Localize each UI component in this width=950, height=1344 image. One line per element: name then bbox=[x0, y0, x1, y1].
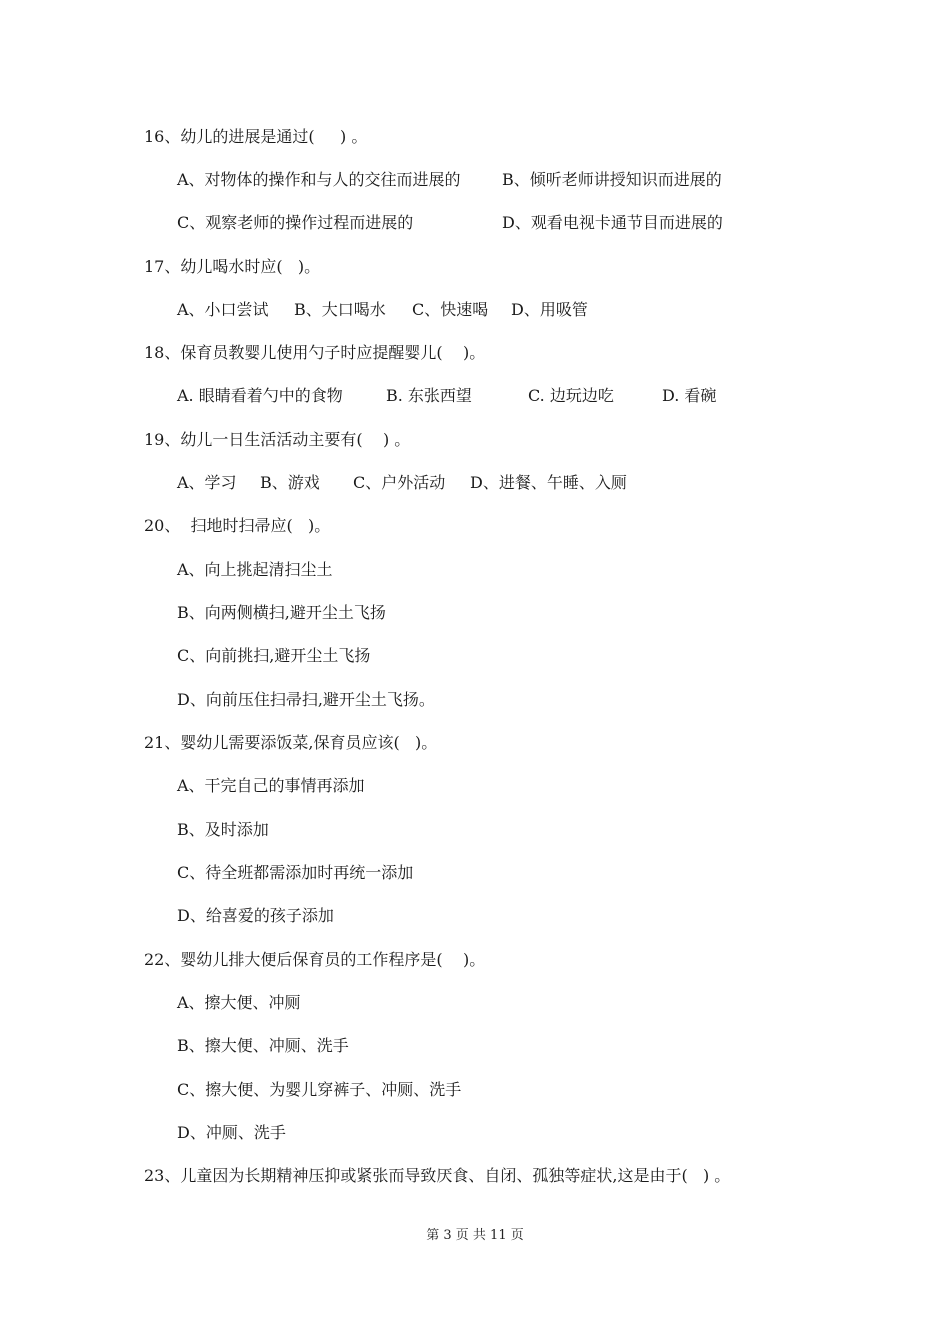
question-16-stem: 16、幼儿的进展是通过( ) 。 bbox=[144, 127, 368, 146]
question-21-option-b: B、及时添加 bbox=[177, 820, 269, 839]
question-23-stem: 23、儿童因为长期精神压抑或紧张而导致厌食、自闭、孤独等症状,这是由于( ) 。 bbox=[144, 1166, 731, 1185]
question-17-stem: 17、幼儿喝水时应( )。 bbox=[144, 257, 321, 276]
question-17-option-b: B、大口喝水 bbox=[294, 300, 386, 319]
question-21-option-c: C、待全班都需添加时再统一添加 bbox=[177, 863, 414, 882]
question-22-stem: 22、婴幼儿排大便后保育员的工作程序是( )。 bbox=[144, 950, 486, 969]
question-18-option-d: D. 看碗 bbox=[662, 386, 717, 405]
question-21-stem: 21、婴幼儿需要添饭菜,保育员应该( )。 bbox=[144, 733, 438, 752]
page-footer: 第 3 页 共 11 页 bbox=[426, 1228, 524, 1243]
question-21-option-a: A、干完自己的事情再添加 bbox=[177, 776, 365, 795]
question-19-option-b: B、游戏 bbox=[260, 473, 320, 492]
question-19-option-c: C、户外活动 bbox=[353, 473, 446, 492]
question-22-option-a: A、擦大便、冲厕 bbox=[177, 993, 301, 1012]
question-22-option-c: C、擦大便、为婴儿穿裤子、冲厕、洗手 bbox=[177, 1080, 462, 1099]
question-20-option-c: C、向前挑扫,避开尘土飞扬 bbox=[177, 646, 371, 665]
question-16-option-d: D、观看电视卡通节目而进展的 bbox=[502, 213, 723, 232]
question-22-option-d: D、冲厕、洗手 bbox=[177, 1123, 286, 1142]
question-21-option-d: D、给喜爱的孩子添加 bbox=[177, 906, 334, 925]
question-16-options-row-1 bbox=[177, 169, 877, 191]
question-18-option-c: C. 边玩边吃 bbox=[528, 386, 614, 405]
question-20-option-a: A、向上挑起清扫尘土 bbox=[177, 560, 333, 579]
question-22-option-b: B、擦大便、冲厕、洗手 bbox=[177, 1036, 349, 1055]
question-16-options-row-2 bbox=[177, 212, 877, 234]
question-20-option-d: D、向前压住扫帚扫,避开尘土飞扬。 bbox=[177, 690, 435, 709]
question-16-option-a: A、对物体的操作和与人的交往而进展的 bbox=[177, 170, 461, 189]
question-16-option-c: C、观察老师的操作过程而进展的 bbox=[177, 213, 414, 232]
question-18-option-a: A. 眼睛看着勺中的食物 bbox=[177, 386, 343, 405]
question-19-option-a: A、学习 bbox=[177, 473, 237, 492]
question-19-options-row bbox=[177, 472, 877, 494]
question-19-stem: 19、幼儿一日生活活动主要有( ) 。 bbox=[144, 430, 411, 449]
question-20-option-b: B、向两侧横扫,避开尘土飞扬 bbox=[177, 603, 386, 622]
question-18-stem: 18、保育员教婴儿使用勺子时应提醒婴儿( )。 bbox=[144, 343, 486, 362]
question-20-stem: 20、 扫地时扫帚应( )。 bbox=[144, 516, 331, 535]
question-17-option-d: D、用吸管 bbox=[511, 300, 588, 319]
question-17-options-row bbox=[177, 299, 877, 321]
question-18-options-row bbox=[177, 385, 877, 407]
question-18-option-b: B. 东张西望 bbox=[386, 386, 472, 405]
question-19-option-d: D、进餐、午睡、入厕 bbox=[470, 473, 627, 492]
question-16-option-b: B、倾听老师讲授知识而进展的 bbox=[502, 170, 722, 189]
question-17-option-c: C、快速喝 bbox=[412, 300, 489, 319]
question-17-option-a: A、小口尝试 bbox=[177, 300, 269, 319]
